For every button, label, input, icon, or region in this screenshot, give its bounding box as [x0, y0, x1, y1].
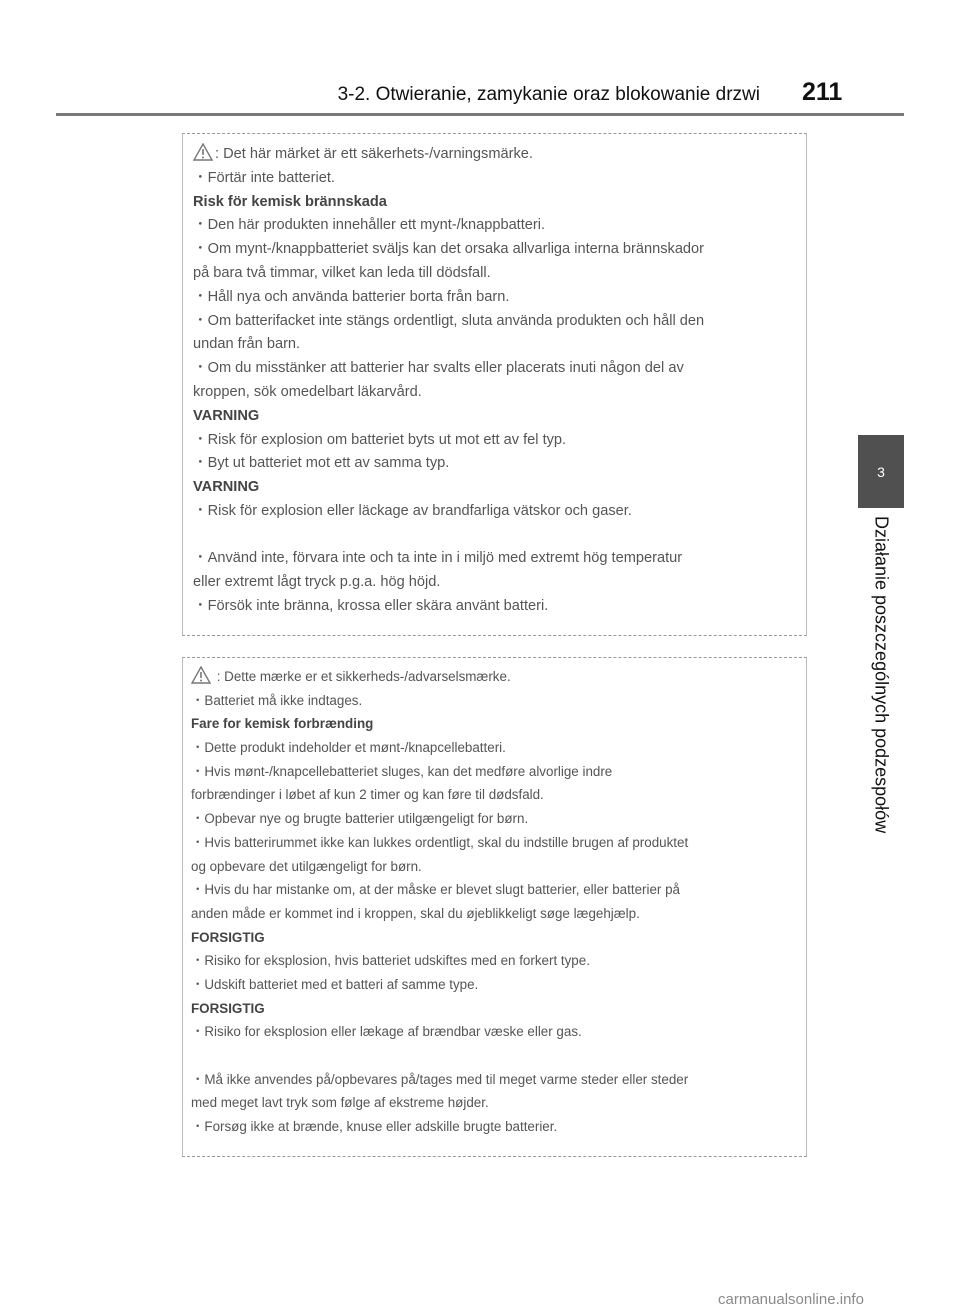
danish-line: ・Opbevar nye og brugte batterier utilgængeligt for børn. [191, 811, 529, 827]
swedish-heading: Risk för kemisk brännskada [193, 193, 387, 210]
danish-line: ・Hvis batterirummet ikke kan lukkes ordentligt, skal du indstille brugen af produktet [191, 834, 689, 850]
danish-warning-box [182, 657, 807, 1157]
blank-line [193, 524, 796, 548]
swedish-line: ・Om du misstänker att batterier har svalts eller placerats inuti någon del av [193, 360, 684, 377]
chapter-title: Działanie poszczególnych podzespołów [871, 516, 892, 834]
swedish-line: : Det här märket är ett säkerhets-/varningsmärke. [193, 143, 796, 167]
danish-line: ・Hvis mønt-/knapcellebatteriet sluges, kan det medføre alvorlige indre [191, 763, 613, 779]
danish-line: og opbevare det utilgængeligt for børn. [191, 858, 422, 874]
danish-line: anden måde er kommet ind i kroppen, skal du øjeblikkeligt søge lægehjælp. [191, 905, 640, 921]
danish-line: : Dette mærke er et sikkerheds-/advarselsmærke. [191, 665, 798, 689]
danish-heading: Fare for kemisk forbrænding [191, 716, 374, 732]
danish-line: ・Risiko for eksplosion eller lækage af brændbar væske eller gas. [191, 1024, 582, 1040]
danish-line: forbrændinger i løbet af kun 2 timer og kan føre til dødsfald. [191, 787, 544, 803]
danish-line: med meget lavt tryk som følge af ekstreme højder. [191, 1095, 489, 1111]
swedish-heading: VARNING [193, 479, 260, 496]
swedish-heading: VARNING [193, 407, 260, 424]
section-title: 3-2. Otwieranie, zamykanie oraz blokowanie drzwi [337, 84, 760, 105]
danish-line: ・Dette produkt indeholder et mønt-/knapcellebatteri. [191, 740, 506, 756]
swedish-warning-box [182, 133, 807, 636]
warning-triangle-icon [193, 143, 213, 170]
swedish-line: ・Förtär inte batteriet. [193, 169, 335, 186]
header-divider [56, 113, 904, 116]
swedish-line: ・Den här produkten innehåller ett mynt-/knappbatteri. [193, 217, 546, 234]
swedish-line: undan från barn. [193, 336, 301, 353]
swedish-line: ・Om batterifacket inte stängs ordentligt, sluta använda produkten och håll den [193, 312, 705, 329]
warning-triangle-icon [191, 666, 211, 692]
blank-line [191, 1044, 798, 1068]
danish-line: ・Hvis du har mistanke om, at der måske er blevet slugt batterier, eller batterier på [191, 882, 680, 898]
danish-line: ・Batteriet må ikke indtages. [191, 692, 363, 708]
swedish-line: ・Försök inte bränna, krossa eller skära använt batteri. [193, 598, 549, 615]
danish-line: ・Forsøg ikke at brænde, knuse eller adskille brugte batterier. [191, 1119, 558, 1135]
danish-heading: FORSIGTIG [191, 929, 265, 945]
swedish-line: ・Risk för explosion eller läckage av brandfarliga vätskor och gaser. [193, 502, 632, 519]
danish-heading: FORSIGTIG [191, 1000, 265, 1016]
swedish-line: kroppen, sök omedelbart läkarvård. [193, 383, 422, 400]
swedish-line: ・Håll nya och använda batterier borta från barn. [193, 288, 510, 305]
swedish-line: eller extremt lågt tryck p.g.a. hög höjd. [193, 574, 441, 591]
chapter-side-label [858, 516, 904, 856]
swedish-line: ・Använd inte, förvara inte och ta inte in i miljö med extremt hög temperatur [193, 550, 683, 567]
danish-line: ・Må ikke anvendes på/opbevares på/tages med til meget varme steder eller steder [191, 1071, 689, 1087]
chapter-number: 3 [877, 463, 885, 480]
swedish-line: ・Om mynt-/knappbatteriet sväljs kan det orsaka allvarliga interna brännskador [193, 241, 705, 258]
swedish-line: på bara två timmar, vilket kan leda till dödsfall. [193, 264, 491, 281]
watermark: carmanualsonline.info [718, 1291, 864, 1308]
danish-line: ・Risiko for eksplosion, hvis batteriet udskiftes med en forkert type. [191, 953, 590, 969]
swedish-line: ・Risk för explosion om batteriet byts ut mot ett av fel typ. [193, 431, 567, 448]
danish-line: ・Udskift batteriet med et batteri af samme type. [191, 976, 479, 992]
page-number: 211 [802, 78, 843, 106]
chapter-tab [858, 435, 904, 508]
swedish-line: ・Byt ut batteriet mot ett av samma typ. [193, 455, 450, 472]
